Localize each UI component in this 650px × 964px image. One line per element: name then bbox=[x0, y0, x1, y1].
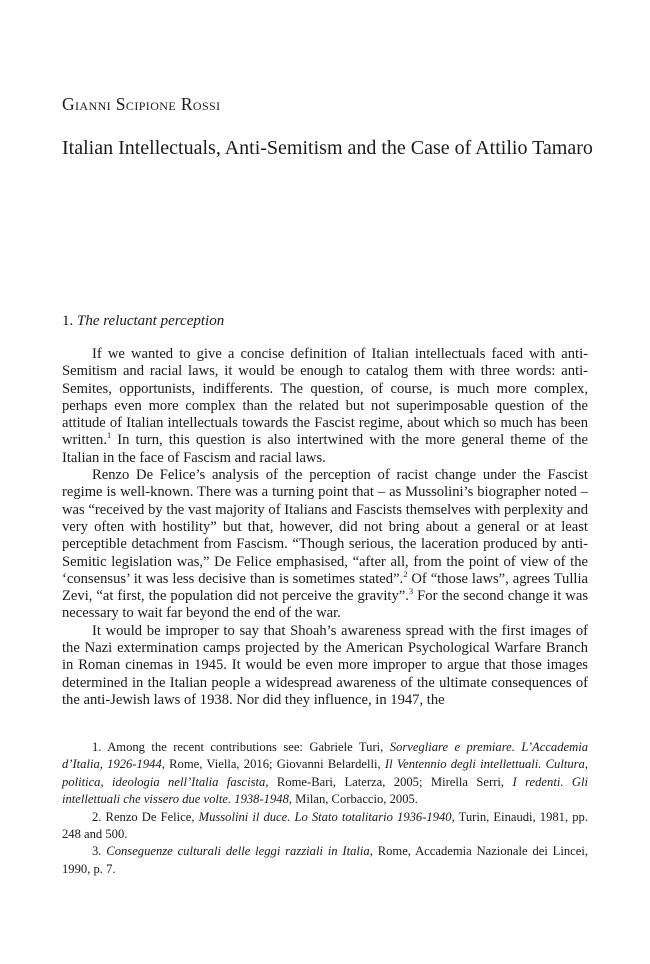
footnote-text: 3. bbox=[92, 844, 107, 859]
footnote-ref: 3 bbox=[408, 586, 414, 597]
paragraph-text: It would be improper to say that Shoah’s awareness spread with the first images of the Nazi extermination camps projected by the American Psychological Warfare Branch in Roman cinemas in 1945. It would be even more improper to argue that those images determined in the Italian people a widespread awareness of the ultimate consequences of the anti-Jewish laws of 1938. Nor did they influence, in 1947, the bbox=[62, 622, 588, 708]
footnote-3 bbox=[62, 843, 588, 878]
section-title: The reluctant perception bbox=[77, 313, 225, 329]
footnote-text: , Rome, Accademia Nazionale dei Lincei, 1990, p. 7. bbox=[62, 844, 588, 876]
footnotes bbox=[62, 739, 588, 878]
footnote-text: 1. Among the recent contributions see: Gabriele Turi, bbox=[92, 740, 390, 754]
footnote-italic: Il Ventennio degli intellettuali. Cultura, politica, ideologia nell’Italia fascista bbox=[62, 757, 588, 789]
footnote-text: , Rome, Viella, 2016; Giovanni Belardelli, bbox=[161, 757, 385, 772]
paragraph bbox=[62, 467, 588, 623]
paragraph bbox=[62, 346, 588, 467]
footnote-italic: I redenti. Gli intellettuali che vissero due volte. 1938-1948 bbox=[62, 774, 588, 807]
paragraph-text: For the second change it was necessary to wait far beyond the end of the war. bbox=[62, 588, 588, 622]
footnote-1 bbox=[62, 739, 588, 809]
footnote-text: 2. Renzo De Felice, bbox=[92, 809, 199, 824]
footnote-italic: Sorvegliare e premiare. L’Accademia d’Italia, 1926-1944 bbox=[62, 740, 589, 772]
paragraph bbox=[62, 623, 588, 709]
section-number: 1. bbox=[62, 313, 77, 329]
footnote-2 bbox=[62, 809, 588, 844]
paragraph-text: Renzo De Felice’s analysis of the perception of racist change under the Fascist regime is well-known. There was a turning point that – as Mussolini’s biographer noted – was “received by the vast majority of Italians and Fascists themselves with perplexity and very often with hostility” but that, however, did not bring about a general or at least perceptible detachment from Fascism. “Though serious, the laceration produced by anti-Semitic legislation was,” De Felice emphasised, “after all, from the point of view of the ‘consensus’ it was less decisive than is sometimes stated”. bbox=[62, 467, 588, 587]
footnote-text: , Rome-Bari, Laterza, 2005; Mirella Serri, bbox=[265, 774, 513, 789]
author-name: Gianni Scipione Rossi bbox=[62, 94, 221, 114]
paragraph-text: Of “those laws”, agrees Tullia Zevi, “at first, the population did not perceive the gravity”. bbox=[62, 570, 588, 605]
footnote-italic: Conseguenze culturali delle leggi razziali in Italia bbox=[106, 844, 370, 859]
footnote-ref: 1 bbox=[107, 430, 112, 441]
paragraph-text: In turn, this question is also intertwined with the more general theme of the Italian in the face of Fascism and racial laws. bbox=[62, 432, 588, 466]
footnote-text: , Milan, Corbaccio, 2005. bbox=[288, 792, 418, 807]
article-title: Italian Intellectuals, Anti-Semitism and the Case of Attilio Tamaro bbox=[62, 137, 593, 159]
footnote-ref: 2 bbox=[403, 569, 408, 579]
body-text bbox=[62, 346, 588, 709]
paragraph-text: If we wanted to give a concise definition of Italian intellectuals faced with anti-Semitism and racial laws, it would be enough to catalog them with three words: anti-Semites, opportunists, indifferents. The question, of course, is much more complex, perhaps even more complex than the related but not superimposable question of the attitude of Italian intellectuals towards the Fascist regime, about which so much has been written. bbox=[62, 346, 588, 449]
section-heading bbox=[62, 313, 224, 330]
footnote-text: , Turin, Einaudi, 1981, pp. 248 and 500. bbox=[62, 809, 588, 842]
footnote-italic: Mussolini il duce. Lo Stato totalitario 1936-1940 bbox=[198, 809, 452, 824]
